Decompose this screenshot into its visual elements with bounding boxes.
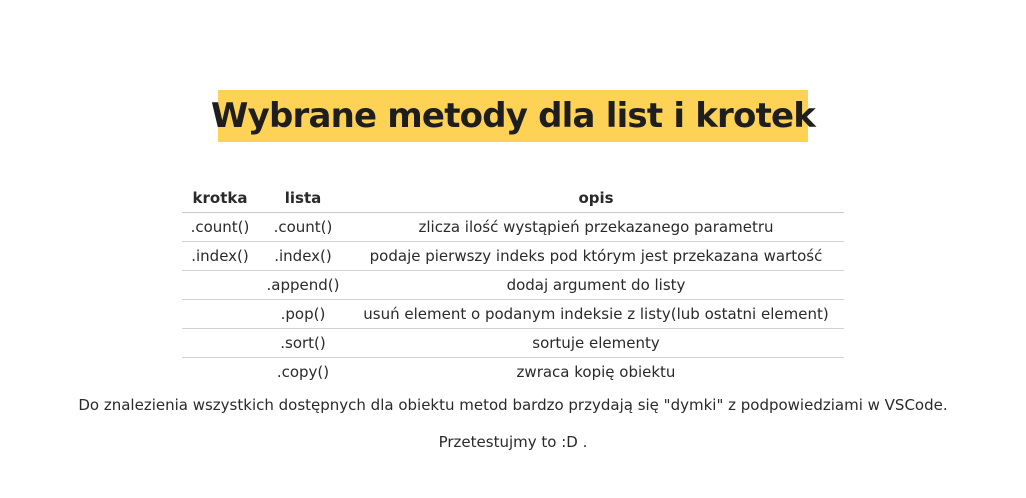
- cell-lista: .sort(): [258, 329, 348, 358]
- vscode-tip-text: Do znalezienia wszystkich dostępnych dla obiektu metod bardzo przydają się "dymki" z podpowiedziami w VSCode.: [78, 396, 948, 414]
- methods-table: [182, 183, 844, 386]
- cell-opis: zwraca kopię obiektu: [516, 363, 676, 381]
- cell-krotka: .index(): [182, 242, 258, 271]
- table-row: [182, 300, 844, 329]
- cell-lista: .pop(): [258, 300, 348, 329]
- table-row: [182, 271, 844, 300]
- cell-lista: .index(): [258, 242, 348, 271]
- page-title: Wybrane metody dla list i krotek: [210, 96, 816, 136]
- cell-opis: sortuje elementy: [348, 329, 844, 358]
- cell-krotka: [182, 358, 258, 387]
- table-row: [182, 358, 844, 387]
- column-header-krotka: krotka: [182, 183, 258, 213]
- title-highlight: [210, 90, 816, 142]
- table-row: [182, 242, 844, 271]
- outro-text: Przetestujmy to :D .: [438, 433, 588, 451]
- cell-krotka: [182, 271, 258, 300]
- cell-krotka: [182, 300, 258, 329]
- cell-lista: .count(): [258, 213, 348, 242]
- cell-krotka: [182, 329, 258, 358]
- column-header-lista: lista: [258, 183, 348, 213]
- cell-lista: .append(): [258, 271, 348, 300]
- cell-opis: dodaj argument do listy: [348, 271, 844, 300]
- cell-lista: .copy(): [276, 363, 330, 381]
- table-row: [182, 213, 844, 242]
- column-header-opis: opis: [348, 183, 844, 213]
- cell-krotka: .count(): [182, 213, 258, 242]
- cell-opis: podaje pierwszy indeks pod którym jest przekazana wartość: [348, 242, 844, 271]
- cell-opis: zlicza ilość wystąpień przekazanego parametru: [348, 213, 844, 242]
- table-header-row: [182, 183, 844, 213]
- cell-opis: usuń element o podanym indeksie z listy(lub ostatni element): [348, 300, 844, 329]
- table-row: [182, 329, 844, 358]
